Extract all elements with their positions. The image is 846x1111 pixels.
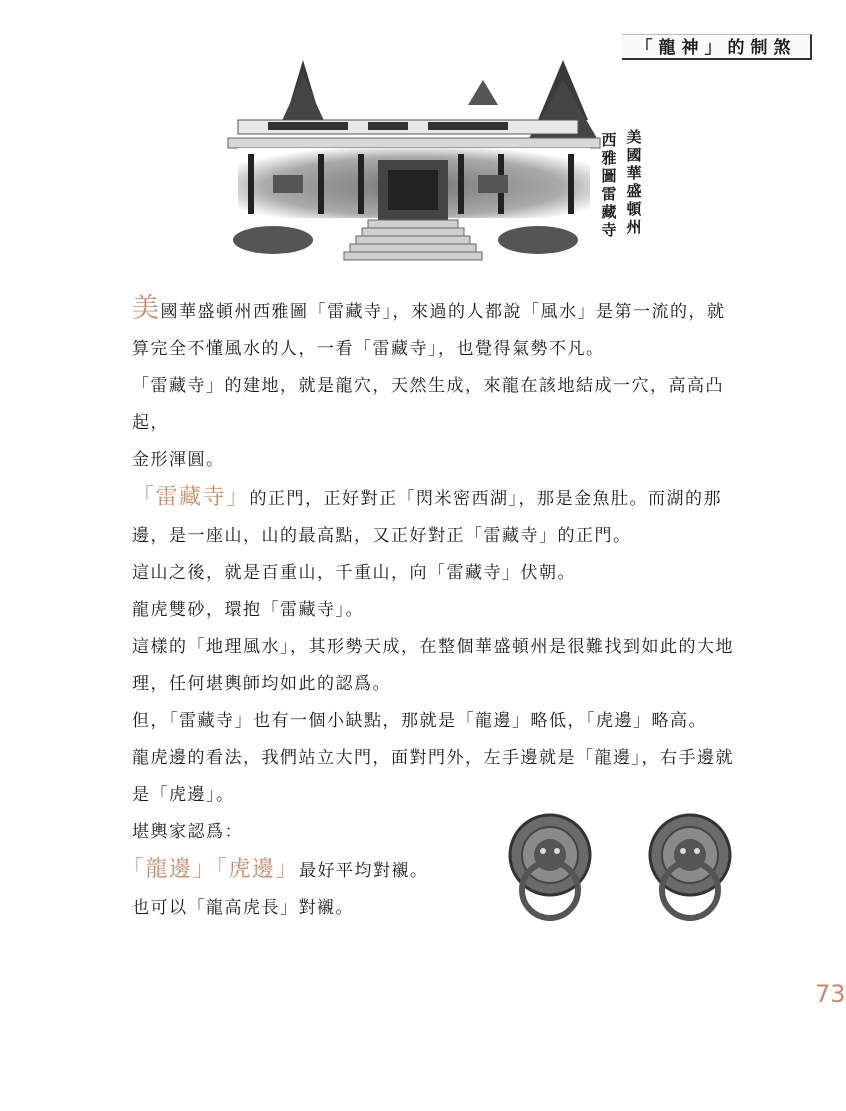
door-knockers-image: [500, 800, 740, 920]
paragraph-3: 金形渾圓。: [132, 450, 225, 470]
temple-photo: [228, 50, 600, 272]
page-number: 73: [815, 980, 846, 1008]
paragraph-7: 這樣的「地理風水」，其形勢天成，在整個華盛頓州是很難找到如此的大地理，任何堪輿師均如此的認爲。: [132, 637, 734, 694]
paragraph-9: 龍虎邊的看法，我們站立大門，面對門外，左手邊就是「龍邊」，右手邊就是「虎邊」。: [132, 748, 734, 805]
highlight-temple-name: 「雷藏寺」: [132, 485, 250, 510]
highlight-dragon-tiger: 「龍邊」「虎邊」: [122, 857, 300, 882]
paragraph-5: 這山之後，就是百重山，千重山，向「雷藏寺」伏朝。: [132, 563, 576, 583]
paragraph-11-text: 最好平均對襯。: [299, 861, 429, 881]
paragraph-4-text: 的正門，正好對正「閃米密西湖」，那是金魚肚。而湖的那邊，是一座山，山的最高點，又正好對正「雷藏寺」的正門。: [132, 489, 723, 546]
knocker-right: [650, 815, 730, 918]
drop-cap: 美: [132, 293, 161, 324]
photo-caption-line-2: 西雅圖雷藏寺: [601, 131, 617, 239]
paragraph-12: 也可以「龍高虎長」對襯。: [132, 898, 354, 918]
paragraph-4: [86, 479, 738, 555]
paragraph-8: 但，「雷藏寺」也有一個小缺點，那就是「龍邊」略低，「虎邊」略高。: [132, 711, 707, 731]
knocker-left: [510, 815, 590, 918]
paragraph-2: 「雷藏寺」的建地，就是龍穴，天然生成，來龍在該地結成一穴，高高凸起，: [132, 376, 724, 433]
photo-caption-line-1: 美國華盛頓州: [626, 128, 642, 236]
paragraph-6: 龍虎雙砂，環抱「雷藏寺」。: [132, 600, 364, 620]
running-header-title: 「龍神」的制煞: [622, 34, 812, 60]
paragraph-1-text: 國華盛頓州西雅圖「雷藏寺」，來過的人都說「風水」是第一流的，就算完全不懂風水的人，一看「雷藏寺」，也覺得氣勢不凡。: [132, 302, 726, 359]
paragraph-10: 堪輿家認爲：: [132, 822, 243, 842]
paragraph-1: [86, 290, 738, 368]
